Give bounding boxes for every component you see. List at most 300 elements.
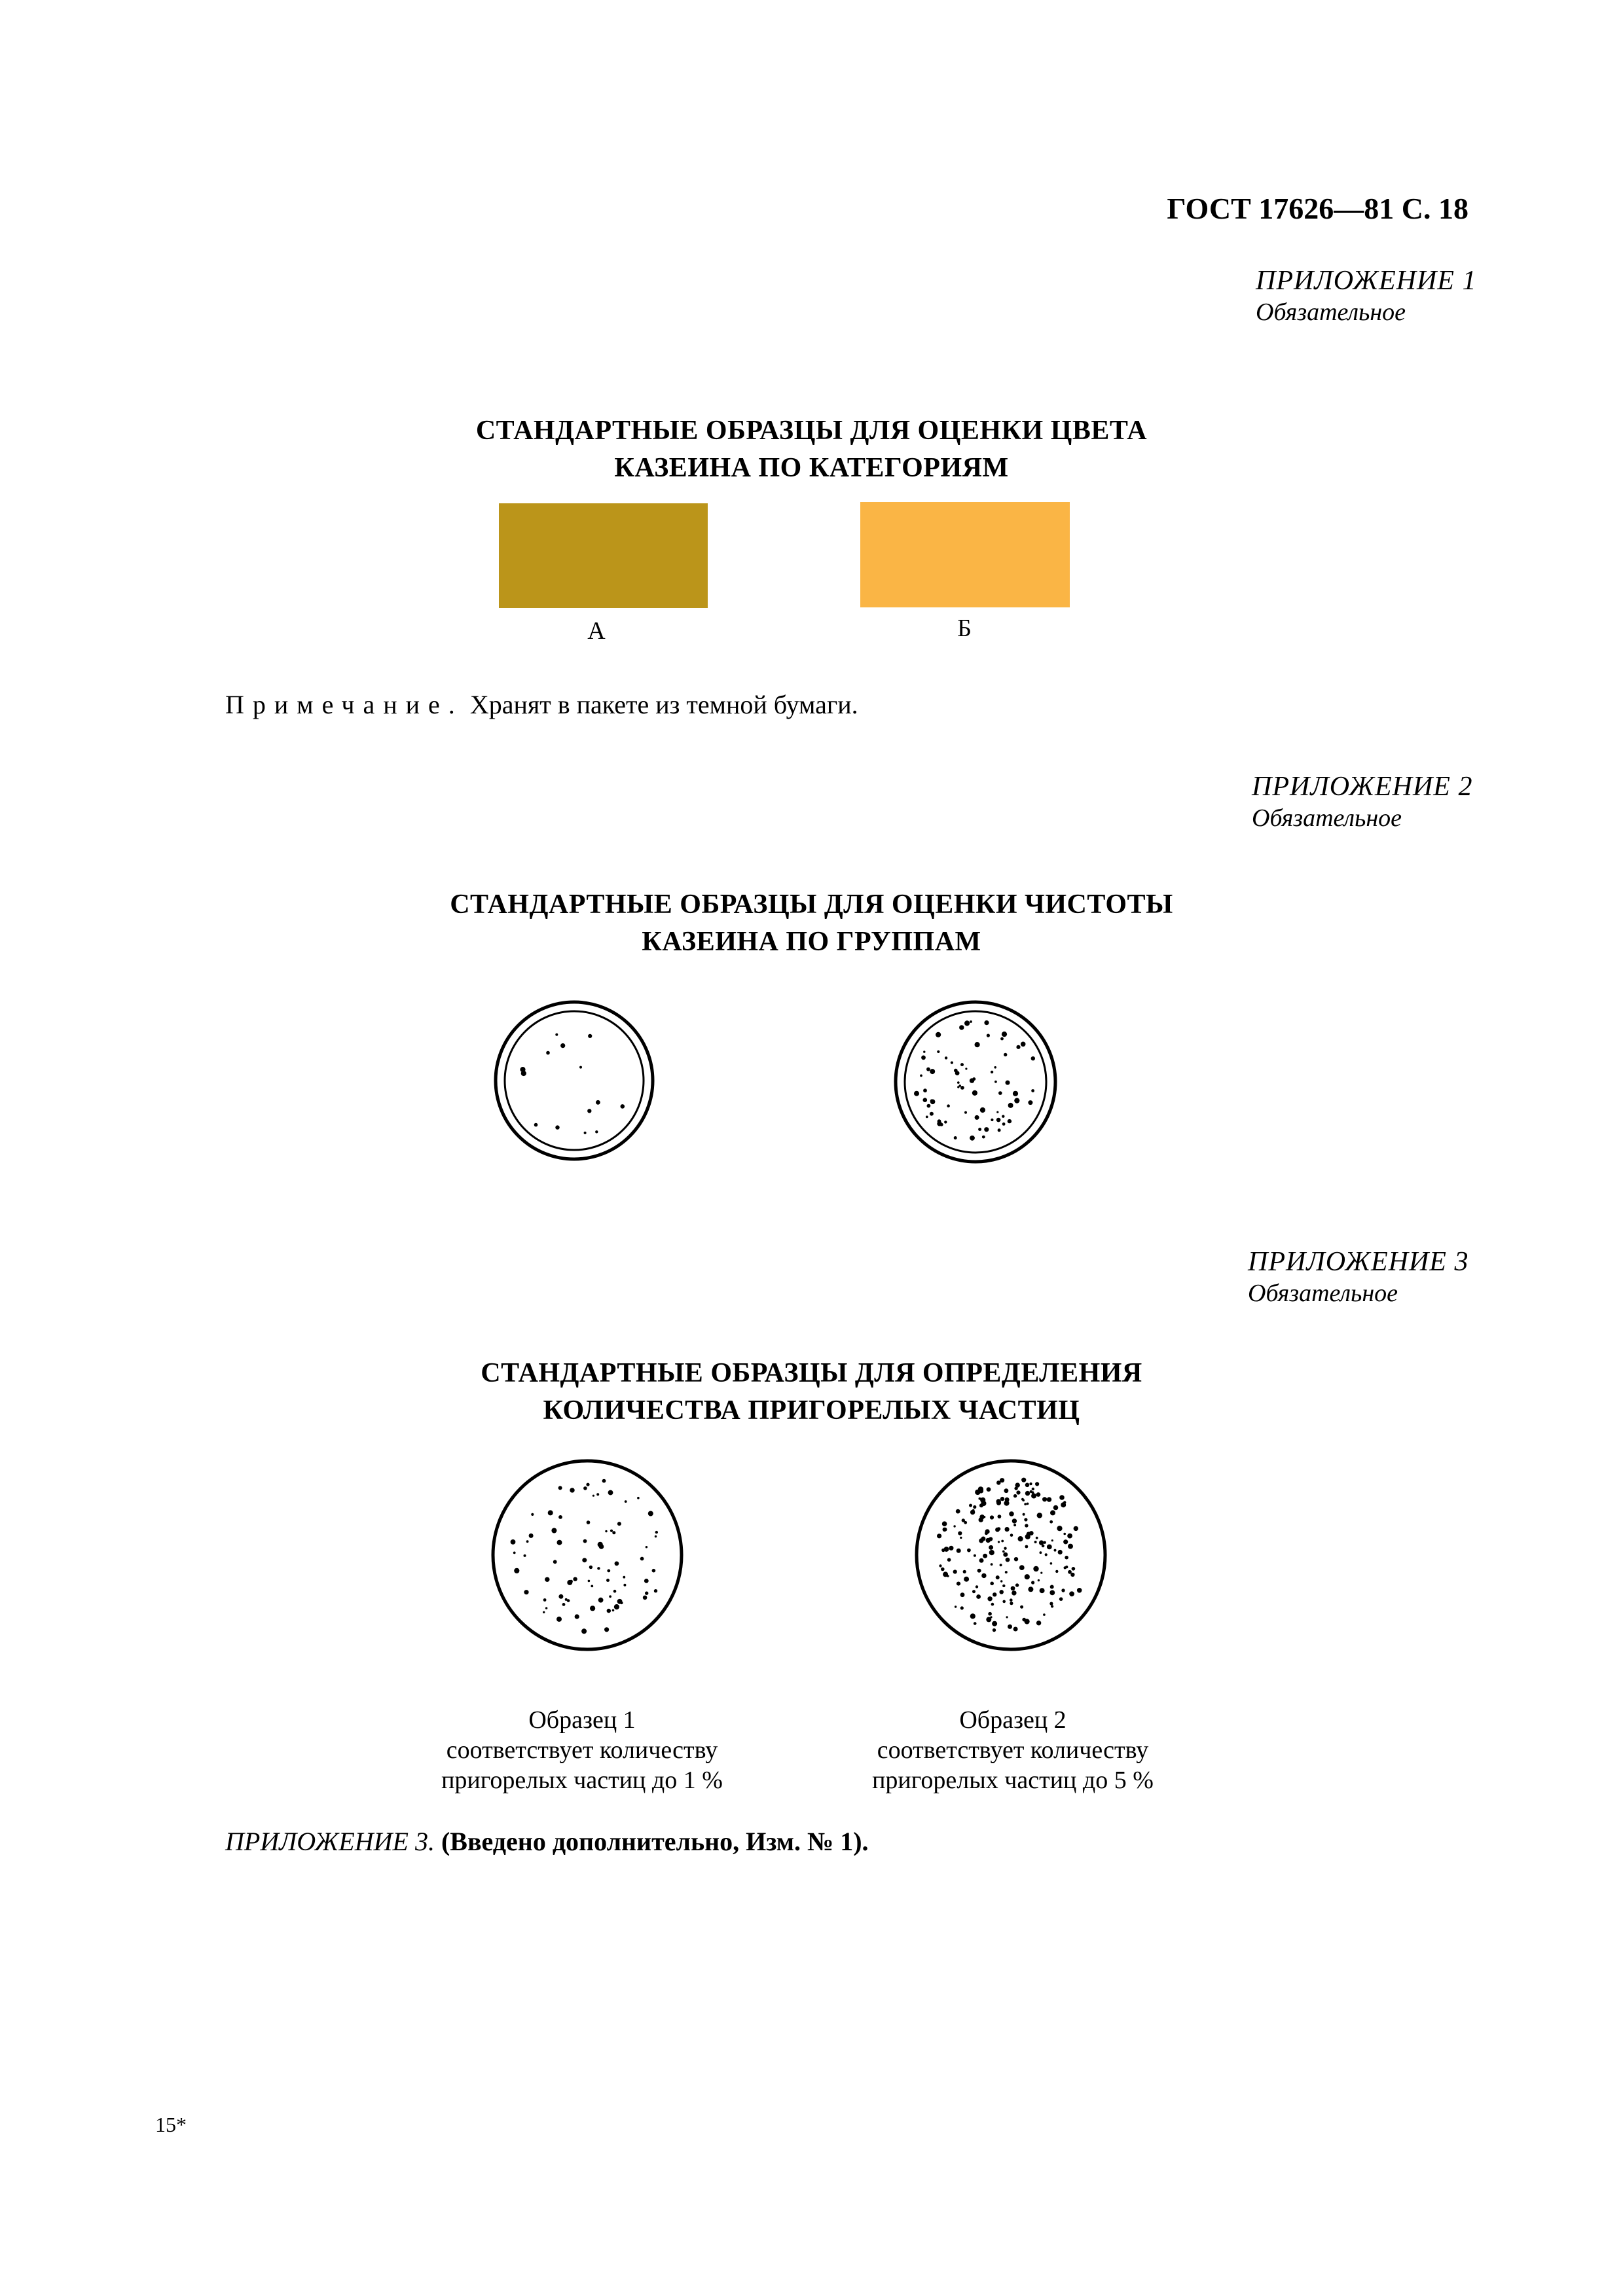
- particle-dot: [981, 1573, 986, 1578]
- particle-dot: [923, 1098, 928, 1102]
- particle-dot: [1025, 1545, 1029, 1549]
- particle-dot: [1025, 1619, 1030, 1624]
- particle-dot: [610, 1530, 613, 1532]
- particle-dot: [999, 1590, 1004, 1594]
- particle-dot: [1010, 1534, 1013, 1537]
- particle-dot: [623, 1584, 626, 1587]
- particle-dot: [597, 1567, 600, 1570]
- particle-dot: [1022, 1499, 1025, 1501]
- particle-dot: [953, 1525, 955, 1527]
- particle-dot: [970, 1613, 976, 1619]
- particle-dot: [927, 1104, 931, 1108]
- particle-dot: [949, 1546, 953, 1551]
- particle-dot: [969, 1504, 972, 1507]
- particle-dot: [555, 1125, 559, 1129]
- particle-dot: [1058, 1550, 1063, 1554]
- particle-dot: [558, 1486, 562, 1490]
- particle-dot: [1035, 1482, 1039, 1486]
- particle-dot: [645, 1592, 648, 1595]
- particle-dot: [984, 1020, 989, 1025]
- sample-2-name: Образец 2: [959, 1706, 1067, 1734]
- particle-dot: [1004, 1547, 1006, 1550]
- particle-dot: [1042, 1497, 1047, 1501]
- particle-dot: [1000, 1497, 1004, 1501]
- particle-dot: [1002, 1031, 1007, 1037]
- particle-dot: [964, 1577, 969, 1582]
- particle-dot: [937, 1050, 939, 1053]
- particle-dot: [1059, 1495, 1065, 1500]
- particle-dot: [979, 1538, 983, 1543]
- particle-dot: [608, 1490, 613, 1496]
- particle-dot: [1036, 1621, 1041, 1625]
- particle-dot: [1014, 1557, 1018, 1561]
- appendix-2-heading-line2: КАЗЕИНА ПО ГРУППАМ: [642, 927, 981, 957]
- sample-1-line3: пригорелых частиц до 1 %: [441, 1767, 723, 1794]
- particle-dot: [986, 1617, 991, 1622]
- particle-dot: [988, 1612, 992, 1616]
- particle-dot: [565, 1598, 568, 1601]
- appendix-3-status: Обязательное: [1248, 1280, 1398, 1307]
- particle-dot: [996, 1501, 1001, 1505]
- particle-dot: [556, 1617, 562, 1622]
- note-prefix: Примечание.: [225, 690, 464, 719]
- particle-dot: [1025, 1483, 1030, 1488]
- particle-dot: [1031, 1056, 1035, 1060]
- particle-dot: [602, 1479, 606, 1483]
- particle-dot: [613, 1590, 617, 1593]
- particle-dot: [557, 1540, 562, 1545]
- particle-dot: [612, 1609, 615, 1612]
- appendix-1-heading-line2: КАЗЕИНА ПО КАТЕГОРИЯМ: [614, 453, 1009, 483]
- appendix-1-heading-line1: СТАНДАРТНЫЕ ОБРАЗЦЫ ДЛЯ ОЦЕНКИ ЦВЕТА: [475, 416, 1148, 446]
- particle-dot: [1037, 1513, 1042, 1518]
- particle-dot: [987, 1596, 992, 1601]
- particle-dot: [1036, 1492, 1041, 1497]
- particle-dot: [1050, 1510, 1055, 1515]
- particle-dot: [989, 1537, 993, 1541]
- particle-dot: [1065, 1566, 1068, 1568]
- particle-dot: [1040, 1551, 1042, 1554]
- particle-dot: [1024, 1503, 1027, 1505]
- particle-dot: [1000, 1580, 1002, 1582]
- particle-dot: [607, 1609, 611, 1613]
- particle-dot: [979, 1515, 984, 1519]
- particle-dot: [984, 1127, 989, 1132]
- particle-dot: [1045, 1553, 1048, 1556]
- particle-dot: [623, 1576, 625, 1579]
- particle-dot: [994, 1081, 997, 1083]
- particle-dot: [545, 1607, 547, 1609]
- particle-dot: [1002, 1551, 1005, 1553]
- particle-dot: [605, 1530, 607, 1532]
- particle-dot: [644, 1579, 649, 1583]
- particle-dot: [1027, 1503, 1029, 1505]
- particle-dot: [524, 1590, 528, 1594]
- appendix-1-note: [225, 689, 858, 720]
- particle-dot: [1034, 1541, 1037, 1543]
- particle-dot: [1040, 1572, 1042, 1574]
- particle-dot: [614, 1604, 619, 1609]
- particle-dot: [996, 1575, 1000, 1579]
- particle-dot: [974, 1622, 977, 1625]
- particle-dot: [545, 1577, 549, 1582]
- particle-dot: [1049, 1520, 1053, 1524]
- particle-dot: [975, 1042, 980, 1047]
- particle-dot: [1016, 1045, 1020, 1049]
- particle-dot: [926, 1116, 928, 1119]
- particle-dot: [957, 1081, 960, 1084]
- particle-dot: [972, 1090, 977, 1096]
- particle-dot: [1012, 1590, 1016, 1595]
- particle-dot: [1074, 1526, 1078, 1531]
- particle-dot: [1028, 1100, 1032, 1105]
- particle-dot: [607, 1570, 610, 1573]
- particle-dot: [941, 1568, 945, 1571]
- appendix-2-heading-line1: СТАНДАРТНЫЕ ОБРАЗЦЫ ДЛЯ ОЦЕНКИ ЧИСТОТЫ: [450, 889, 1173, 920]
- particle-dot: [1013, 1524, 1016, 1526]
- particle-dot: [1025, 1491, 1030, 1496]
- particle-dot: [954, 1136, 957, 1139]
- particle-dot: [1036, 1537, 1038, 1539]
- particle-dot: [588, 1034, 592, 1038]
- particle-dot: [596, 1493, 599, 1496]
- particle-dot: [993, 1592, 996, 1596]
- particle-dot: [1008, 1103, 1013, 1108]
- particle-dot: [1068, 1544, 1073, 1549]
- burnt-particles-sample-1: [490, 1458, 684, 1652]
- particle-dot: [1002, 1115, 1004, 1118]
- particle-dot: [936, 1032, 941, 1037]
- page-number: 15*: [155, 2113, 187, 2136]
- particle-dot: [579, 1066, 582, 1069]
- particle-dot: [1009, 1511, 1014, 1516]
- particle-dot: [595, 1130, 598, 1133]
- burnt-particles-sample-2: [914, 1458, 1108, 1652]
- particle-dot: [980, 1498, 985, 1503]
- particle-dot: [534, 1123, 538, 1127]
- particle-dot: [991, 1119, 993, 1121]
- particle-dot: [1031, 1494, 1036, 1499]
- particle-dot: [1055, 1570, 1058, 1573]
- particle-dot: [570, 1580, 573, 1583]
- particle-dot: [1001, 1540, 1004, 1543]
- particle-dot: [937, 1534, 941, 1538]
- particle-dot: [1000, 1037, 1004, 1041]
- particle-dot: [964, 1111, 967, 1114]
- particle-dot: [562, 1603, 566, 1606]
- particle-dot: [944, 1121, 947, 1123]
- particle-dot: [957, 1549, 961, 1553]
- particle-dot: [941, 1549, 945, 1552]
- amendment-ref: ПРИЛОЖЕНИЕ 3.: [225, 1827, 435, 1856]
- particle-dot: [978, 1128, 981, 1131]
- particle-dot: [1000, 1564, 1002, 1566]
- particle-dot: [615, 1562, 619, 1566]
- sample-2-caption: [859, 1705, 1167, 1795]
- particle-dot: [1011, 1586, 1015, 1590]
- particle-dot: [1063, 1539, 1068, 1544]
- particle-dot: [570, 1488, 574, 1492]
- sample-2-line2: соответствует количеству: [877, 1736, 1149, 1764]
- particle-dot: [977, 1569, 981, 1573]
- particle-dot: [598, 1598, 604, 1603]
- particle-dot: [1061, 1588, 1065, 1592]
- particle-dot: [959, 1025, 964, 1030]
- particle-dot: [1014, 1486, 1017, 1490]
- particle-dot: [939, 1123, 943, 1126]
- color-swatch-b-label: Б: [957, 615, 972, 642]
- particle-dot: [553, 1560, 557, 1564]
- particle-dot: [987, 1487, 991, 1492]
- particle-dot: [1031, 1089, 1034, 1092]
- particle-dot: [1002, 1600, 1006, 1604]
- particle-dot: [586, 1483, 589, 1486]
- color-swatch-b: [860, 502, 1070, 607]
- particle-dot: [979, 1558, 984, 1563]
- particle-dot: [991, 1563, 993, 1566]
- particle-dot: [992, 1621, 997, 1626]
- particle-dot: [1008, 1119, 1012, 1123]
- particle-dot: [930, 1069, 935, 1074]
- particle-dot: [1025, 1524, 1028, 1527]
- particle-dot: [965, 1067, 967, 1069]
- particle-dot: [593, 1495, 594, 1497]
- particle-dot: [956, 1509, 960, 1514]
- particle-dot: [1077, 1588, 1082, 1593]
- particle-dot: [529, 1534, 534, 1538]
- particle-dot: [648, 1511, 653, 1516]
- particle-dot: [1023, 1513, 1025, 1516]
- particle-dot: [558, 1515, 562, 1519]
- particle-dot: [655, 1535, 657, 1537]
- particle-dot: [1016, 1490, 1020, 1494]
- particle-dot: [573, 1577, 577, 1581]
- particle-dot: [583, 1486, 587, 1490]
- appendix-2-heading: [0, 886, 1623, 961]
- particle-dot: [960, 1592, 965, 1597]
- particle-dot: [998, 1515, 1002, 1518]
- particle-dot: [975, 1115, 979, 1120]
- particle-dot: [1069, 1591, 1074, 1596]
- particle-dot: [1028, 1587, 1033, 1592]
- particle-dot: [652, 1569, 656, 1573]
- particle-dot: [957, 1086, 959, 1088]
- appendix-3-heading: [0, 1355, 1623, 1429]
- particle-dot: [979, 1488, 983, 1493]
- particle-dot: [1006, 1616, 1008, 1618]
- particle-dot: [1059, 1597, 1063, 1601]
- particle-dot: [1039, 1540, 1044, 1545]
- particle-dot: [953, 1570, 957, 1573]
- particle-dot: [979, 1503, 983, 1507]
- particle-dot: [960, 1537, 962, 1539]
- particle-dot: [998, 1541, 1000, 1543]
- sample-1-name: Образец 1: [528, 1706, 636, 1734]
- particle-dot: [1067, 1534, 1072, 1539]
- particle-dot: [923, 1088, 927, 1092]
- particle-dot: [994, 1066, 996, 1069]
- particle-dot: [1002, 1585, 1005, 1587]
- particle-dot: [998, 1128, 1001, 1132]
- particle-dot: [955, 1071, 960, 1075]
- appendix-2-label-block: [1252, 771, 1472, 833]
- particle-dot: [921, 1056, 926, 1060]
- particle-dot: [1053, 1505, 1059, 1511]
- particle-dot: [612, 1531, 615, 1534]
- particle-dot: [1049, 1602, 1053, 1605]
- purity-sample-group-2: [892, 999, 1059, 1166]
- particle-dot: [970, 1078, 974, 1083]
- particle-dot: [943, 1528, 947, 1532]
- document-reference: ГОСТ 17626—81 С. 18: [1167, 192, 1468, 225]
- particle-dot: [955, 1605, 957, 1607]
- particle-dot: [1065, 1556, 1068, 1560]
- appendix-1-status: Обязательное: [1256, 298, 1406, 326]
- particle-dot: [1057, 1526, 1062, 1531]
- particle-dot: [970, 1136, 975, 1141]
- particle-dot: [995, 1528, 1000, 1532]
- particle-dot: [930, 1100, 936, 1105]
- amendment-note: [225, 1826, 869, 1857]
- particle-dot: [548, 1510, 553, 1515]
- particle-dot: [960, 1606, 964, 1609]
- sample-2-line3: пригорелых частиц до 5 %: [872, 1767, 1154, 1794]
- particle-dot: [993, 1628, 996, 1632]
- particle-dot: [588, 1580, 591, 1583]
- particle-dot: [991, 1603, 994, 1606]
- particle-dot: [1006, 1558, 1010, 1562]
- appendix-1-label-block: [1256, 265, 1476, 327]
- particle-dot: [646, 1546, 647, 1548]
- particle-dot: [1029, 1482, 1032, 1485]
- particle-dot: [582, 1558, 587, 1562]
- particle-dot: [945, 1056, 947, 1059]
- particle-dot: [947, 1575, 949, 1577]
- particle-dot: [990, 1515, 994, 1519]
- particle-dot: [942, 1521, 947, 1526]
- particle-dot: [1054, 1549, 1057, 1552]
- particle-dot: [558, 1594, 563, 1599]
- particle-dot: [560, 1043, 565, 1048]
- particle-dot: [982, 1136, 985, 1139]
- particle-dot: [1002, 1122, 1006, 1126]
- particle-dot: [587, 1109, 591, 1113]
- particle-dot: [1043, 1613, 1046, 1616]
- sample-1-caption: [428, 1705, 736, 1795]
- particle-dot: [1038, 1579, 1040, 1581]
- particle-dot: [990, 1582, 994, 1586]
- particle-dot: [947, 1104, 950, 1107]
- particle-dot: [591, 1585, 593, 1588]
- particle-dot: [617, 1522, 621, 1526]
- particle-dot: [996, 1118, 1001, 1122]
- particle-dot: [926, 1067, 930, 1071]
- particle-dot: [1015, 1583, 1019, 1587]
- particle-dot: [1047, 1545, 1052, 1550]
- particle-dot: [587, 1520, 591, 1524]
- particle-dot: [1021, 1478, 1026, 1482]
- particle-dot: [962, 1518, 965, 1522]
- color-swatch-a: [499, 503, 708, 608]
- particle-dot: [973, 1505, 976, 1509]
- particle-dot: [543, 1611, 545, 1613]
- particle-dot: [640, 1557, 644, 1561]
- particle-dot: [1005, 1571, 1008, 1573]
- particle-dot: [1005, 1527, 1010, 1532]
- particle-dot: [960, 1063, 964, 1066]
- particle-dot: [1049, 1590, 1055, 1596]
- particle-dot: [589, 1566, 593, 1569]
- particle-dot: [511, 1539, 516, 1545]
- particle-dot: [1033, 1566, 1038, 1571]
- particle-dot: [546, 1051, 550, 1055]
- particle-dot: [976, 1585, 978, 1588]
- particle-dot: [947, 1558, 951, 1562]
- particle-dot: [1014, 1098, 1019, 1103]
- particle-dot: [655, 1531, 658, 1534]
- particle-dot: [1013, 1091, 1018, 1096]
- particle-dot: [964, 1020, 970, 1026]
- particle-dot: [998, 1091, 1002, 1095]
- particle-dot: [1013, 1494, 1017, 1498]
- particle-dot: [617, 1599, 623, 1604]
- particle-dot: [1047, 1497, 1051, 1501]
- particle-dot: [583, 1539, 587, 1543]
- particle-dot: [654, 1589, 657, 1592]
- appendix-3-heading-line2: КОЛИЧЕСТВА ПРИГОРЕЛЫХ ЧАСТИЦ: [543, 1395, 1080, 1426]
- particle-dot: [1003, 1552, 1008, 1557]
- particle-dot: [976, 1594, 981, 1599]
- appendix-1-heading: [0, 412, 1623, 487]
- particle-dot: [1010, 1602, 1013, 1605]
- particle-dot: [596, 1100, 600, 1105]
- particle-dot: [1068, 1570, 1072, 1574]
- particle-dot: [960, 1086, 964, 1090]
- particle-dot: [939, 1564, 941, 1567]
- appendix-3-title: ПРИЛОЖЕНИЕ 3: [1248, 1247, 1469, 1277]
- particle-dot: [513, 1552, 516, 1554]
- particle-dot: [643, 1596, 647, 1600]
- particle-dot: [1013, 1627, 1018, 1632]
- particle-dot: [543, 1598, 547, 1602]
- particle-dot: [590, 1605, 595, 1611]
- amendment-text: (Введено дополнительно, Изм. № 1).: [434, 1827, 869, 1856]
- particle-dot: [584, 1132, 587, 1134]
- particle-dot: [1008, 1624, 1012, 1629]
- particle-dot: [1005, 1498, 1010, 1502]
- particle-dot: [1024, 1518, 1027, 1521]
- particle-dot: [514, 1568, 519, 1573]
- particle-dot: [951, 1062, 953, 1064]
- particle-dot: [979, 1498, 981, 1500]
- particle-dot: [575, 1614, 579, 1619]
- particle-dot: [1031, 1581, 1034, 1584]
- particle-dot: [1012, 1518, 1017, 1523]
- particle-dot: [604, 1627, 609, 1632]
- particle-dot: [963, 1570, 966, 1573]
- particle-dot: [983, 1554, 987, 1558]
- particle-dot: [1006, 1081, 1010, 1085]
- particle-dot: [1051, 1539, 1053, 1541]
- particle-dot: [524, 1554, 526, 1557]
- particle-dot: [1025, 1574, 1030, 1579]
- appendix-2-status: Обязательное: [1252, 804, 1402, 832]
- particle-dot: [996, 1111, 998, 1113]
- particle-dot: [980, 1107, 985, 1113]
- particle-dot: [606, 1579, 610, 1582]
- particle-dot: [625, 1500, 627, 1503]
- appendix-1-title: ПРИЛОЖЕНИЕ 1: [1256, 266, 1477, 296]
